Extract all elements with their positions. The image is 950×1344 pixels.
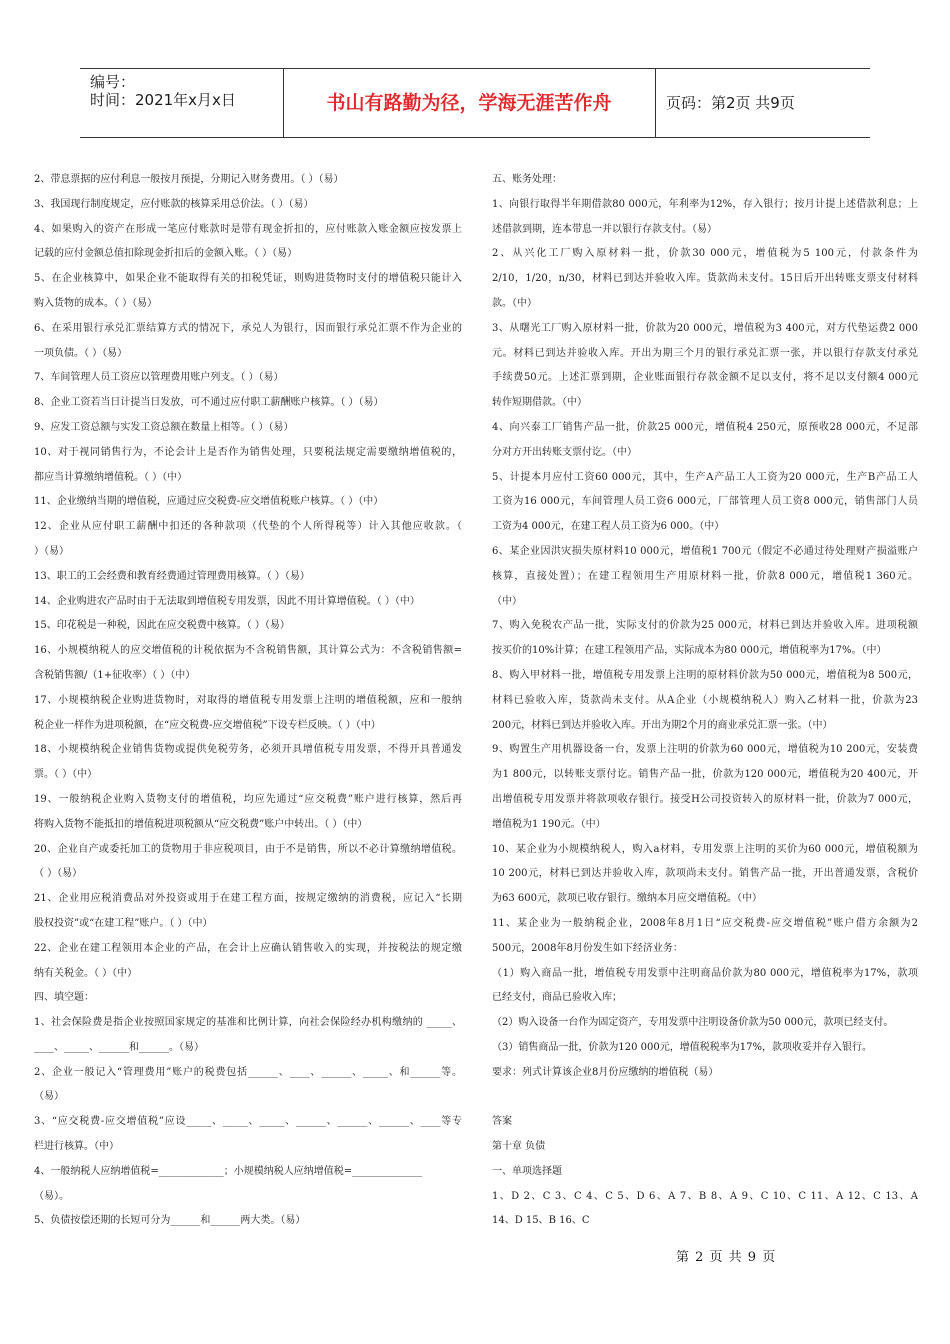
text-line: 2/10，1/20，n/30，材料已到达并验收入库。货款尚未支付。15日后开出转账支票支付材料	[492, 273, 918, 285]
text-line: 元。材料已到达并验收入库。开出为期三个月的银行承兑汇票一张，并以银行存款支付承兑	[492, 347, 918, 359]
text-line: 5、计提本月应付工资60 000元，其中，生产A产品工人工资为20 000元，生产B产品工人	[492, 471, 918, 483]
text-line: 都应当计算缴纳增值税。（ ）（中）	[34, 471, 188, 483]
header-meta	[80, 69, 284, 137]
text-line: 栏进行核算。（中）	[34, 1141, 119, 1153]
text-line: （易）	[34, 1091, 64, 1103]
right-column	[492, 168, 918, 1234]
text-line: 1、社会保险费是指企业按照国家规定的基准和比例计算，向社会保险经办机构缴纳的 _____、	[34, 1017, 462, 1029]
page-header	[80, 68, 870, 138]
page-footer: 第 2 页 共 9 页	[676, 1250, 777, 1265]
text-line: 500元，2008年8月份发生如下经济业务：	[492, 942, 683, 954]
text-line: 15、印花税是一种税，因此在应交税费中核算。（ ）（易）	[34, 620, 290, 632]
text-line: 9、应发工资总额与实发工资总额在数量上相等。（ ）（易）	[34, 421, 294, 433]
text-line: 12、企业从应付职工薪酬中扣还的各种款项（代垫的个人所得税等）计入其他应收款。（	[34, 521, 462, 533]
text-line: 10 200元，材料已到达并验收入库，款项尚未支付。销售产品一批，开出普通发票，含税价	[492, 868, 918, 880]
text-line: 10、对于视同销售行为，不论会计上是否作为销售处理，只要税法规定需要缴纳增值税的，	[34, 446, 462, 458]
text-line: 20、企业自产或委托加工的货物用于非应税项目，由于不是销售，所以不必计算缴纳增值税。	[34, 843, 462, 855]
page-number-label: 页码：第2页 共9页	[666, 94, 795, 112]
text-line: 按买价的10%计算；在建工程领用产品，实际成本为80 000元，增值税率为17%。（中）	[492, 645, 887, 657]
text-line: 22、企业在建工程领用本企业的产品，在会计上应确认销售收入的实现，并按税法的规定缴	[34, 942, 462, 954]
text-line: （3）销售商品一批，价款为120 000元，增值税税率为17%，款项收妥并存入银行。	[492, 1041, 872, 1053]
text-line: 五、账务处理：	[492, 174, 562, 185]
text-line: 核算，直接处置）；在建工程领用生产用原材料一批，价款8 000元，增值税1 360元。	[492, 570, 918, 582]
text-line: 工资为4 000元，在建工程人员工资为6 000。（中）	[492, 521, 725, 533]
text-line	[492, 1085, 918, 1110]
text-line: 纳有关税金。（ ）（中）	[34, 967, 138, 979]
text-line: 14、企业购进农产品时由于无法取到增值税专用发票，因此不用计算增值税。（ ）（中）	[34, 595, 420, 607]
text-line: 材料已验收入库，货款尚未支付。从A企业（小规模纳税人）购入乙材料一批，价款为23	[492, 694, 918, 706]
text-line: （易）。	[34, 1190, 69, 1202]
text-line: 款。（中）	[492, 297, 537, 309]
text-line: 1、向银行取得半年期借款80 000元，年利率为12%，存入银行；按月计提上述借款利息；上	[492, 198, 918, 210]
text-line: 4、一般纳税人应纳增值税=_____________；小规模纳税人应纳增值税=______________	[34, 1165, 423, 1177]
text-line: 8、购入甲材料一批，增值税专用发票上注明的原材料价款为50 000元，增值税为8 500元，	[492, 669, 918, 681]
text-line: （ ）（易）	[34, 868, 83, 880]
text-line: 14、D 15、B 16、C	[492, 1215, 590, 1227]
text-line: 税企业一样作为进项税额，在“应交税费-应交增值税”下设专栏反映。（ ）（中）	[34, 719, 381, 731]
text-line: 为63 600元，款项已收存银行。缴纳本月应交增值税。（中）	[492, 893, 762, 905]
text-line: 4、如果购入的资产在形成一笔应付账款时是带有现金折扣的，应付账款入账金额应按发票上	[34, 223, 462, 235]
text-line: 为1 800元，以转账支票付讫。销售产品一批，价款为120 000元，增值税为20 400元，开	[492, 769, 918, 781]
text-line: 8、企业工资若当日计提当日发放，可不通过应付职工薪酬账户核算。（ ）（易）	[34, 397, 384, 409]
text-line: 5、负债按偿还期的长短可分为______和______两大类。（易）	[34, 1215, 306, 1227]
text-line: （中）	[492, 595, 522, 607]
text-line: 票。（ ）（中）	[34, 769, 98, 781]
text-line: 购入货物的成本。（ ）（易）	[34, 297, 158, 309]
text-line: 3、“应交税费-应交增值税”应设_____、_____、_____、______、______、______、____等专	[34, 1116, 462, 1128]
text-line: 手续费50元。上述汇票到期，企业账面银行存款金额不足以支付，将不足以支付额4 000元	[492, 372, 918, 384]
header-motto	[283, 69, 656, 137]
text-line: 第十章 负债	[492, 1141, 546, 1153]
text-line: 含税销售额/（1+征收率）（ ）（中）	[34, 669, 196, 681]
text-line: 3、从曙光工厂购入原材料一批，价款为20 000元，增值税为3 400元，对方代垫运费2 000	[492, 322, 918, 334]
text-line: 一、单项选择题	[492, 1165, 562, 1177]
text-line: 10、某企业为小规模纳税人，购入a材料，专用发票上注明的买价为60 000元，增值税额为	[492, 843, 918, 855]
text-line: 股权投资”或“在建工程”账户。（ ）（中）	[34, 917, 213, 929]
time-label: 时间：2021年x月x日	[90, 91, 236, 109]
text-line: 2、企业一般记入“管理费用”账户的税费包括______、____、______、_____、和______等。	[34, 1066, 462, 1078]
text-line: （2）购入设备一台作为固定资产，专用发票中注明设备价款为50 000元，款项已经支付。	[492, 1017, 894, 1029]
text-line: 2、从兴化工厂购入原材料一批，价款30 000元，增值税为5 100元，付款条件为	[492, 248, 918, 260]
text-line: 16、小规模纳税人的应交增值税的计税依据为不含税销售额，其计算公式为：不含税销售额=	[34, 645, 462, 657]
text-line: ）（易）	[34, 545, 69, 557]
header-page	[656, 69, 870, 137]
text-line: 已经支付，商品已验收入库；	[492, 992, 622, 1004]
text-line: 答案	[492, 1116, 512, 1128]
text-line: 18、小规模纳税企业销售货物或提供免税劳务，必须开具增值税专用发票，不得开具普通发	[34, 744, 462, 756]
text-line: 记载的应付金额总值扣除现金折扣后的金额入账。（ ）（易）	[34, 248, 298, 260]
text-line: 3、我国现行制度规定，应付账款的核算采用总价法。（ ）（易）	[34, 198, 314, 210]
text-line: 13、职工的工会经费和教育经费通过管理费用核算。（ ）（易）	[34, 570, 310, 582]
text-line: 1、D 2、C 3、C 4、C 5、D 6、A 7、B 8、A 9、C 10、C 11、A 12、C 13、A	[492, 1190, 918, 1202]
text-line: 一项负债。（ ）（易）	[34, 347, 128, 359]
text-line: 5、在企业核算中，如果企业不能取得有关的扣税凭证，则购进货物时支付的增值税只能计入	[34, 273, 462, 285]
text-line: 9、购置生产用机器设备一台，发票上注明的价款为60 000元，增值税为10 200元，安装费	[492, 744, 918, 756]
text-line: 增值税为1 190元。（中）	[492, 818, 606, 830]
text-line: 7、购入免税农产品一批，实际支付的价款为25 000元，材料已到达并验收入库。进项税额	[492, 620, 918, 632]
text-line: 7、车间管理人员工资应以管理费用账户列支。（ ）（易）	[34, 372, 284, 384]
text-line: 17、小规模纳税企业购进货物时，对取得的增值税专用发票上注明的增值税额，应和一般纳	[34, 694, 462, 706]
left-column	[34, 168, 462, 1234]
text-line: 11、某企业为一般纳税企业，2008年8月1日“应交税费-应交增值税”账户借方余额为2	[492, 917, 918, 929]
text-line: 述借款到期，连本带息一并以银行存款支付。（易）	[492, 223, 717, 235]
text-line: 200元，材料已到达并验收入库。开出为期2个月的商业承兑汇票一张。（中）	[492, 719, 833, 731]
text-line: 要求：列式计算该企业8月份应缴纳的增值税（易）	[492, 1066, 719, 1078]
text-line: 21、企业用应税消费品对外投资或用于在建工程方面，按规定缴纳的消费税，应记入“长期	[34, 893, 462, 905]
text-line: 6、在采用银行承兑汇票结算方式的情况下，承兑人为银行，因而银行承兑汇票不作为企业的	[34, 322, 462, 334]
text-line: 四、填空题：	[34, 992, 94, 1004]
text-line: 4、向兴泰工厂销售产品一批，价款25 000元，增值税4 250元，原预收28 000元，不足部	[492, 421, 918, 433]
text-line: ____、_____、______和______。（易）	[34, 1041, 204, 1053]
text-line: 11、企业缴纳当期的增值税，应通过应交税费-应交增值税账户核算。（ ）（中）	[34, 496, 384, 508]
text-line: 转作短期借款。（中）	[492, 397, 587, 409]
motto-text: 书山有路勤为径，学海无涯苦作舟	[326, 92, 612, 114]
text-line: 2、带息票据的应付利息一般按月预提，分期记入财务费用。（ ）（易）	[34, 174, 344, 185]
text-line: 出增值税专用发票并将款项收存银行。接受H公司投资转入的原材料一批，价款为7 000元，	[492, 793, 918, 805]
text-line: （1）购入商品一批，增值税专用发票中注明商品价款为80 000元，增值税率为17%，款项	[492, 967, 918, 979]
text-line: 工资为16 000元，车间管理人员工资6 000元，厂部管理人员工资8 000元，销售部门人员	[492, 496, 918, 508]
code-label: 编号：	[90, 73, 136, 91]
text-line: 将购入货物不能抵扣的增值税进项税额从“应交税费”账户中转出。（ ）（中）	[34, 818, 368, 830]
text-line: 6、某企业因洪灾损失原材料10 000元，增值税1 700元（假定不必通过待处理财产损溢账户	[492, 545, 918, 557]
text-line: 19、一般纳税企业购入货物支付的增值税，均应先通过“应交税费”账户进行核算，然后再	[34, 793, 462, 805]
text-line: 分对方开出转账支票付讫。（中）	[492, 446, 637, 458]
